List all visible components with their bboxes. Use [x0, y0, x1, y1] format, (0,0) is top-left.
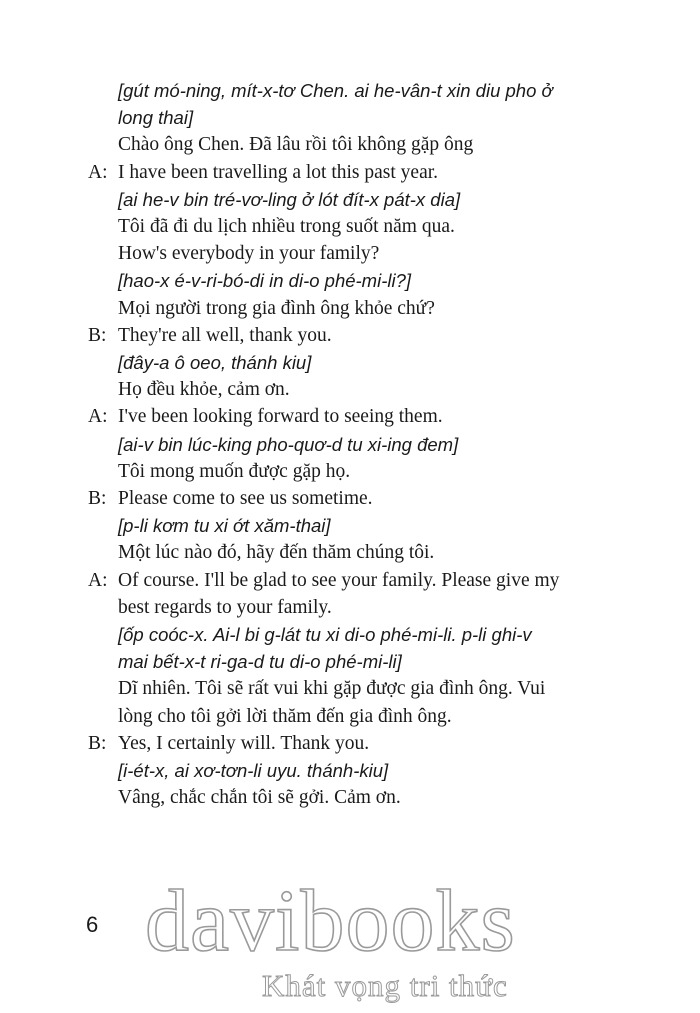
text-line: lòng cho tôi gởi lời thăm đến gia đình ông.: [118, 705, 452, 727]
speaker-label: B:: [88, 488, 107, 509]
speaker-label: A:: [88, 406, 108, 428]
page-number: 6: [86, 912, 99, 937]
phonetic-line: [hao-x é-v-ri-bó-di in di-o phé-mi-li?]: [118, 270, 412, 292]
phonetic-line: [đây-a ô oeo, thánh kiu]: [118, 352, 312, 373]
text-line: How's everybody in your family?: [118, 243, 380, 265]
text-line: I've been looking forward to seeing them.: [118, 406, 443, 428]
speaker-label: A:: [88, 161, 108, 183]
text-line: Dĩ nhiên. Tôi sẽ rất vui khi gặp được gia đình ông. Vui: [118, 678, 546, 700]
text-line: Of course. I'll be glad to see your family. Please give my: [118, 569, 560, 591]
phonetic-line: [ốp coóc-x. Ai-l bi g-lát tu xi di-o phé-mi-li. p-li ghi-v: [118, 624, 532, 645]
text-line: Tôi mong muốn được gặp họ.: [118, 460, 351, 482]
phonetic-line: [gút mó-ning, mít-x-tơ Chen. ai he-vân-t xin diu pho ở: [118, 80, 553, 101]
phonetic-line: mai bết-x-t ri-ga-d tu di-o phé-mi-li]: [118, 651, 402, 673]
speaker-label: B:: [88, 732, 107, 754]
text-line: Vâng, chắc chắn tôi sẽ gởi. Cảm ơn.: [118, 787, 401, 809]
text-line: They're all well, thank you.: [118, 324, 332, 346]
text-line: Chào ông Chen. Đã lâu rồi tôi không gặp ông: [118, 134, 474, 156]
speaker-label: A:: [88, 569, 108, 591]
phonetic-line: [i-ét-x, ai xơ-tơn-li uyu. thánh-kiu]: [118, 760, 389, 781]
text-line: Tôi đã đi du lịch nhiều trong suốt năm qua.: [118, 216, 455, 237]
text-line: Họ đều khỏe, cảm ơn.: [118, 379, 290, 401]
speaker-label: B:: [88, 324, 107, 346]
text-line: Một lúc nào đó, hãy đến thăm chúng tôi.: [118, 542, 435, 564]
phonetic-line: long thai]: [118, 107, 194, 129]
text-line: Mọi người trong gia đình ông khỏe chứ?: [118, 297, 435, 319]
phonetic-line: [ai he-v bin tré-vơ-ling ở lót đít-x pát-x dia]: [118, 188, 461, 210]
watermark-slogan: Khát vọng tri thức: [262, 968, 508, 1003]
watermark-logo: davibooks: [145, 873, 516, 970]
phonetic-line: [ai-v bin lúc-king pho-quơ-d tu xi-ing đem]: [118, 433, 459, 455]
text-line: I have been travelling a lot this past year.: [118, 161, 439, 183]
text-line: best regards to your family.: [118, 596, 332, 618]
text-line: Please come to see us sometime.: [118, 488, 373, 509]
phonetic-line: [p-li kơm tu xi ớt xăm-thai]: [118, 515, 331, 537]
text-line: Yes, I certainly will. Thank you.: [118, 732, 370, 754]
